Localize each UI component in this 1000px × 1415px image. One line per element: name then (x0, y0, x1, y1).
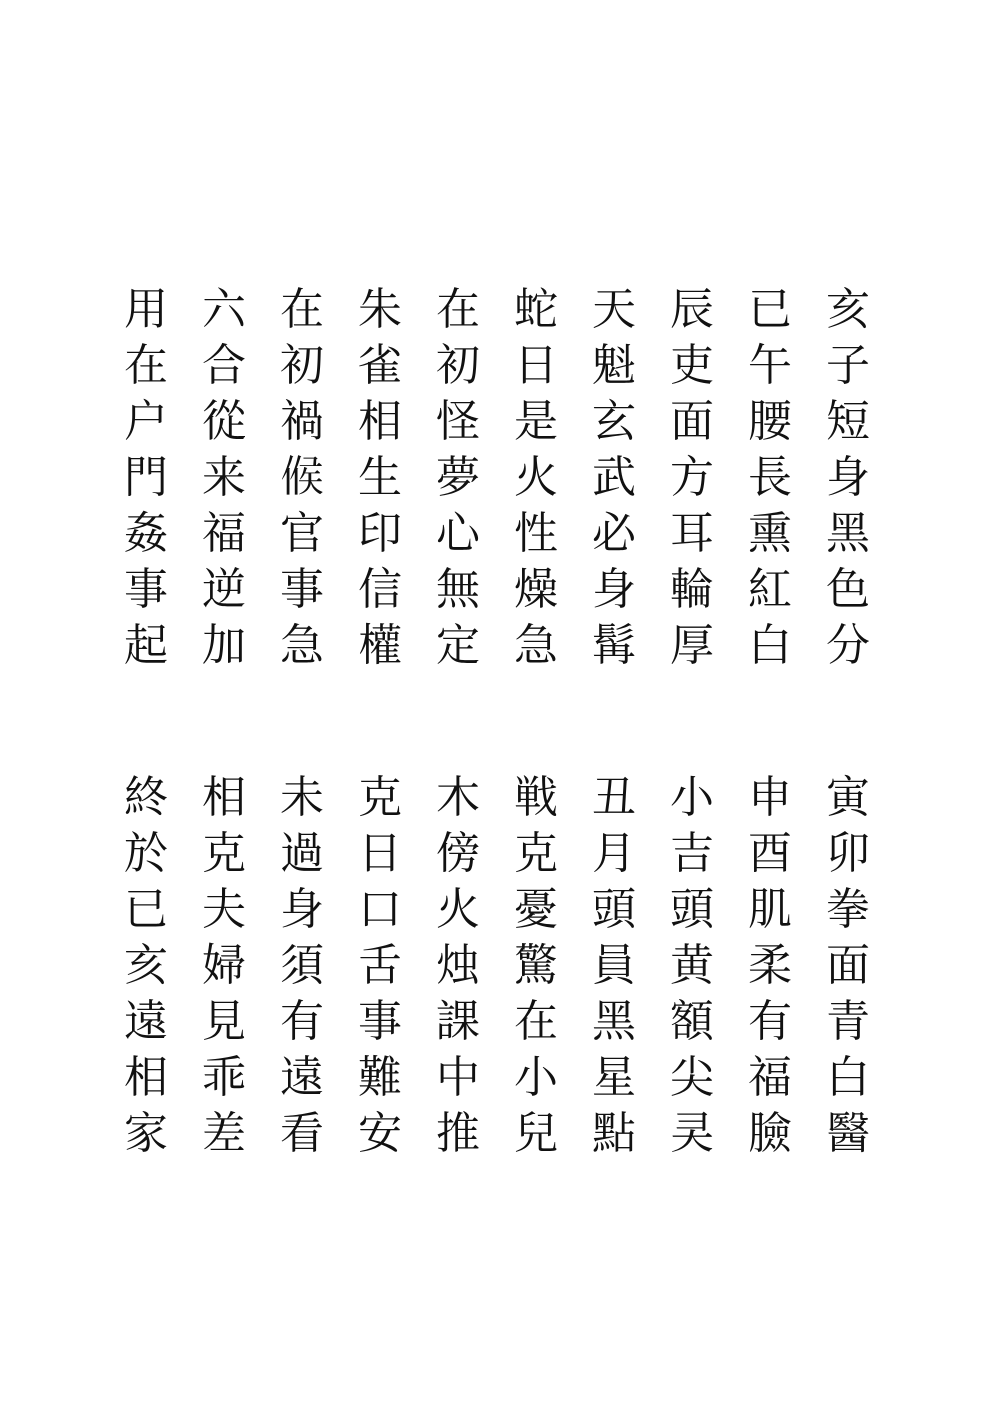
verse-character: 福 (202, 508, 246, 559)
verse-character: 白 (826, 1052, 870, 1103)
verse-character: 天 (592, 284, 636, 335)
verse-character: 吏 (670, 340, 714, 391)
verse-character: 厚 (670, 620, 714, 671)
verse-block-top (118, 282, 878, 682)
verse-character: 面 (826, 940, 870, 991)
verse-character: 權 (358, 620, 402, 671)
verse-character: 小 (514, 1052, 558, 1103)
verse-character: 合 (202, 340, 246, 391)
verse-character: 尖 (670, 1052, 714, 1103)
verse-character: 從 (202, 396, 246, 447)
verse-character: 驚 (514, 940, 558, 991)
verse-column (116, 770, 176, 1170)
verse-column (662, 770, 722, 1170)
verse-character: 於 (124, 828, 168, 879)
verse-character: 差 (202, 1108, 246, 1159)
verse-character: 難 (358, 1052, 402, 1103)
verse-column (584, 770, 644, 1170)
verse-character: 無 (436, 564, 480, 615)
verse-character: 急 (280, 620, 324, 671)
verse-character: 禍 (280, 396, 324, 447)
verse-character: 點 (592, 1108, 636, 1159)
verse-character: 頭 (670, 884, 714, 935)
verse-column (506, 282, 566, 682)
verse-column (272, 282, 332, 682)
verse-character: 起 (124, 620, 168, 671)
verse-character: 見 (202, 996, 246, 1047)
verse-character: 急 (514, 620, 558, 671)
verse-character: 相 (202, 772, 246, 823)
verse-column (584, 282, 644, 682)
verse-column (194, 282, 254, 682)
verse-character: 是 (514, 396, 558, 447)
verse-character: 面 (670, 396, 714, 447)
verse-character: 身 (592, 564, 636, 615)
verse-character: 午 (748, 340, 792, 391)
verse-character: 丑 (592, 772, 636, 823)
verse-character: 蛇 (514, 284, 558, 335)
verse-character: 在 (514, 996, 558, 1047)
verse-character: 傍 (436, 828, 480, 879)
verse-character: 生 (358, 452, 402, 503)
verse-column (740, 770, 800, 1170)
verse-column (350, 770, 410, 1170)
verse-character: 家 (124, 1108, 168, 1159)
verse-character: 終 (124, 772, 168, 823)
verse-column (428, 770, 488, 1170)
verse-character: 醫 (826, 1108, 870, 1159)
verse-block-bottom (118, 770, 878, 1170)
verse-character: 烛 (436, 940, 480, 991)
verse-character: 武 (592, 452, 636, 503)
verse-character: 拳 (826, 884, 870, 935)
verse-character: 黑 (592, 996, 636, 1047)
verse-character: 月 (592, 828, 636, 879)
verse-character: 酉 (748, 828, 792, 879)
verse-character: 方 (670, 452, 714, 503)
verse-character: 克 (358, 772, 402, 823)
verse-character: 初 (280, 340, 324, 391)
verse-character: 有 (280, 996, 324, 1047)
verse-character: 魁 (592, 340, 636, 391)
verse-column (740, 282, 800, 682)
verse-character: 在 (280, 284, 324, 335)
verse-character: 門 (124, 452, 168, 503)
verse-character: 𠋫 (280, 452, 324, 503)
verse-character: 髯 (592, 620, 636, 671)
verse-character: 夢 (436, 452, 480, 503)
verse-character: 耳 (670, 508, 714, 559)
verse-character: 分 (826, 620, 870, 671)
verse-character: 腰 (748, 396, 792, 447)
verse-character: 看 (280, 1108, 324, 1159)
verse-character: 頭 (592, 884, 636, 935)
verse-character: 火 (436, 884, 480, 935)
verse-character: 戦 (514, 772, 558, 823)
verse-character: 卯 (826, 828, 870, 879)
verse-character: 夫 (202, 884, 246, 935)
verse-character: 員 (592, 940, 636, 991)
verse-character: 肌 (748, 884, 792, 935)
verse-character: 姦 (124, 508, 168, 559)
verse-column (272, 770, 332, 1170)
verse-column (116, 282, 176, 682)
verse-character: 推 (436, 1108, 480, 1159)
verse-character: 户 (124, 396, 168, 447)
verse-character: 輪 (670, 564, 714, 615)
verse-character: 燥 (514, 564, 558, 615)
verse-character: 柔 (748, 940, 792, 991)
verse-character: 克 (514, 828, 558, 879)
verse-character: 印 (358, 508, 402, 559)
verse-character: 白 (748, 620, 792, 671)
verse-character: 子 (826, 340, 870, 391)
verse-character: 青 (826, 996, 870, 1047)
verse-character: 玄 (592, 396, 636, 447)
verse-character: 逆 (202, 564, 246, 615)
verse-character: 紅 (748, 564, 792, 615)
verse-character: 黄 (670, 940, 714, 991)
verse-character: 申 (748, 772, 792, 823)
verse-column (428, 282, 488, 682)
verse-character: 雀 (358, 340, 402, 391)
verse-character: 憂 (514, 884, 558, 935)
verse-character: 過 (280, 828, 324, 879)
verse-character: 日 (514, 340, 558, 391)
verse-character: 在 (124, 340, 168, 391)
verse-character: 身 (826, 452, 870, 503)
verse-character: 㚑 (670, 1108, 714, 1159)
verse-character: 色 (826, 564, 870, 615)
verse-character: 福 (748, 1052, 792, 1103)
verse-character: 身 (280, 884, 324, 935)
verse-character: 寅 (826, 772, 870, 823)
verse-character: 六 (202, 284, 246, 335)
verse-character: 亥 (124, 940, 168, 991)
verse-character: 木 (436, 772, 480, 823)
verse-character: 日 (358, 828, 402, 879)
verse-character: 吉 (670, 828, 714, 879)
verse-character: 相 (358, 396, 402, 447)
verse-character: 必 (592, 508, 636, 559)
verse-character: 已 (124, 884, 168, 935)
verse-character: 事 (358, 996, 402, 1047)
verse-character: 課 (436, 996, 480, 1047)
verse-character: 克 (202, 828, 246, 879)
verse-column (506, 770, 566, 1170)
verse-character: 乖 (202, 1052, 246, 1103)
verse-character: 安 (358, 1108, 402, 1159)
verse-character: 長 (748, 452, 792, 503)
verse-character: 小 (670, 772, 714, 823)
verse-character: 加 (202, 620, 246, 671)
verse-character: 未 (280, 772, 324, 823)
verse-character: 用 (124, 284, 168, 335)
verse-character: 黑 (826, 508, 870, 559)
verse-column (818, 282, 878, 682)
verse-column (350, 282, 410, 682)
verse-column (194, 770, 254, 1170)
verse-character: 事 (280, 564, 324, 615)
verse-character: 亥 (826, 284, 870, 335)
verse-character: 定 (436, 620, 480, 671)
verse-column (818, 770, 878, 1170)
verse-character: 初 (436, 340, 480, 391)
verse-character: 兒 (514, 1108, 558, 1159)
verse-character: 中 (436, 1052, 480, 1103)
verse-character: 信 (358, 564, 402, 615)
verse-character: 額 (670, 996, 714, 1047)
verse-character: 官 (280, 508, 324, 559)
verse-character: 舌 (358, 940, 402, 991)
verse-character: 辰 (670, 284, 714, 335)
verse-character: 性 (514, 508, 558, 559)
verse-character: 星 (592, 1052, 636, 1103)
verse-character: 火 (514, 452, 558, 503)
verse-character: 来 (202, 452, 246, 503)
verse-character: 熏 (748, 508, 792, 559)
verse-character: 心 (436, 508, 480, 559)
verse-character: 已 (748, 284, 792, 335)
verse-character: 有 (748, 996, 792, 1047)
verse-character: 短 (826, 396, 870, 447)
verse-character: 事 (124, 564, 168, 615)
verse-column (662, 282, 722, 682)
verse-character: 遠 (124, 996, 168, 1047)
verse-character: 婦 (202, 940, 246, 991)
verse-character: 臉 (748, 1108, 792, 1159)
verse-character: 口 (358, 884, 402, 935)
verse-character: 遠 (280, 1052, 324, 1103)
verse-character: 在 (436, 284, 480, 335)
verse-character: 須 (280, 940, 324, 991)
verse-character: 朱 (358, 284, 402, 335)
verse-character: 怪 (436, 396, 480, 447)
verse-character: 相 (124, 1052, 168, 1103)
